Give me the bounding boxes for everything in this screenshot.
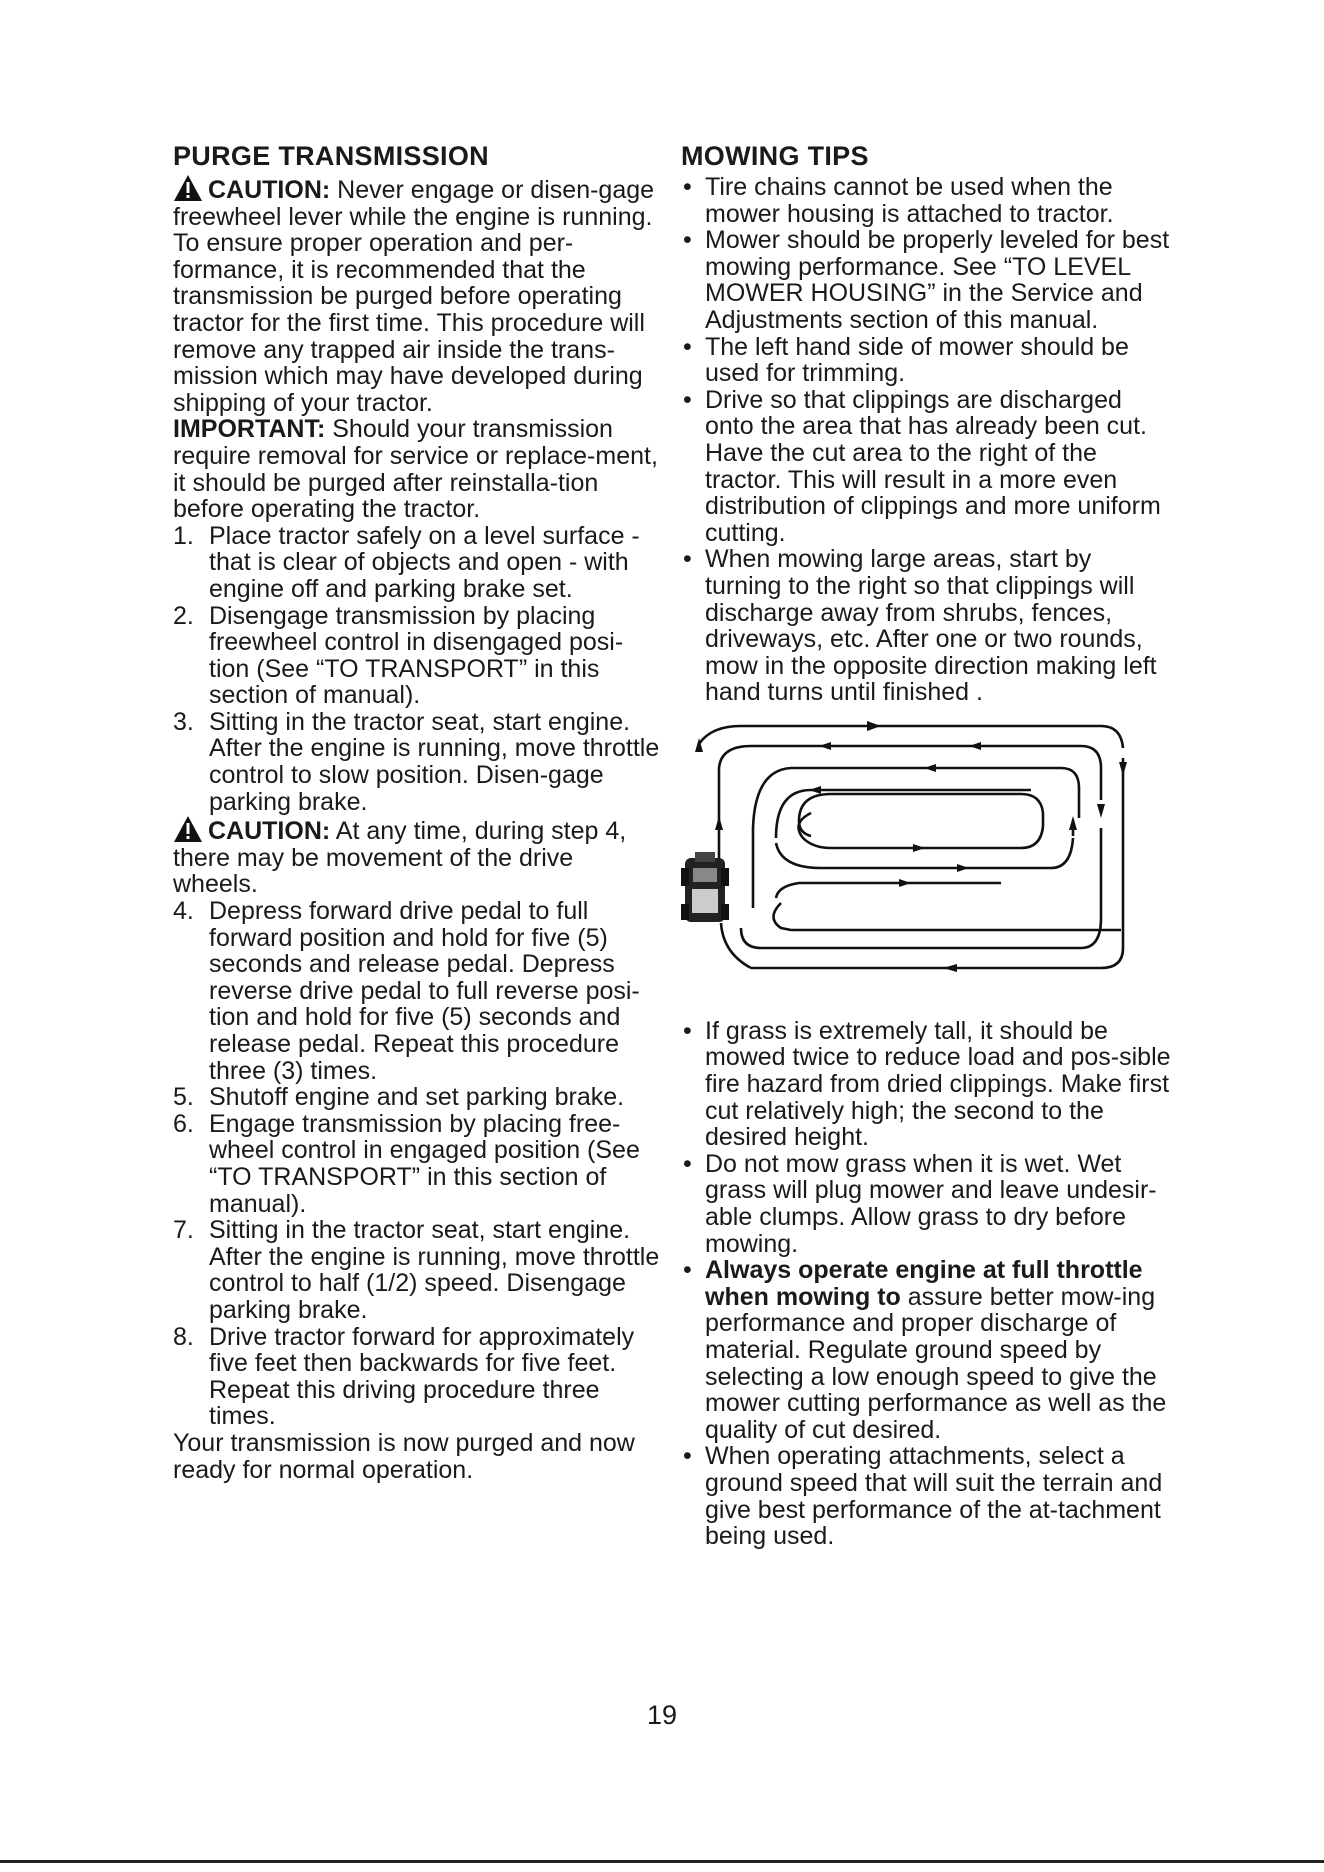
important-text: Should your transmission require removal for service or replace-ment, it should be purged after reinstalla-tion before operating the tractor. [173,415,658,524]
tip-text: Tire chains cannot be used when the mower housing is attached to tractor. [705,173,1114,228]
important-label: IMPORTANT: [173,415,326,444]
tip-item [681,227,1171,333]
page-number: 19 [646,1700,678,1730]
mowing-tips-list-top [681,174,1171,706]
tip-text: Do not mow grass when it is wet. Wet grass will plug mower and leave undesir-able clumps. Allow grass to dry before mowing. [705,1149,1157,1258]
purge-heading: PURGE TRANSMISSION [173,141,489,171]
tip-item [681,1443,1171,1549]
warning-triangle-icon [173,815,207,843]
tip-text: Mower should be properly leveled for best mowing performance. See “TO LEVEL MOWER HOUSING” in the Service and Adjustments section of this manual. [705,226,1170,334]
right-column [681,140,1171,1550]
intro-paragraph: To ensure proper operation and per-formance, it is recommended that the transmission be purged before operating tractor for the first time. This procedure will remove any trapped air inside the trans-mission which may have developed during shipping of your tractor. [173,229,645,417]
tip-text: When operating attachments, select a ground speed that will suit the terrain and give best performance of the at-tachment being used. [705,1442,1163,1551]
caution-text: Never engage or disen-gage freewheel lever while the engine is running. [173,176,655,231]
step-number: 6. [173,1109,194,1138]
mowing-tips-heading: MOWING TIPS [681,141,869,171]
bullet-icon: • [683,545,692,574]
tip-item [681,334,1171,387]
step-item [173,1324,663,1430]
tip-item [681,174,1171,227]
caution-note-2 [173,815,663,898]
step-text: Drive tractor forward for approximately five feet then backwards for five feet. Repeat this driving procedure three times. [209,1322,635,1431]
step-number: 8. [173,1322,194,1351]
closing-paragraph: Your transmission is now purged and now ready for normal operation. [173,1428,635,1484]
bullet-icon: • [683,1016,692,1045]
tip-text: assure better mow-ing performance and proper discharge of material. Regulate ground speed by selecting a low enough speed to give the mower cutting performance as well as the quality of cut desired. [705,1282,1167,1444]
tip-item [681,387,1171,547]
bullet-icon: • [683,1442,692,1471]
tractor-icon [681,852,729,922]
caution-note-1 [173,174,663,230]
bullet-icon: • [683,385,692,414]
tip-item [681,1257,1171,1443]
step-text: Place tractor safely on a level surface - that is clear of objects and open - with engine off and parking brake set. [209,521,640,603]
tip-text: Drive so that clippings are discharged onto the area that has already been cut. Have the cut area to the right of the tractor. This will result in a more even distribution of clippings and more uniform cutting. [705,385,1161,547]
tip-item [681,546,1171,706]
step-item [173,709,663,898]
warning-triangle-icon [173,174,207,202]
caution-label: CAUTION: [208,817,331,846]
bullet-icon: • [683,1149,692,1178]
step-number: 5. [173,1083,194,1112]
mowing-pattern-icon [681,718,1141,1008]
step-text: Sitting in the tractor seat, start engine. After the engine is running, move throttle control to half (1/2) speed. Disengage parking brake. [209,1216,660,1324]
step-text: Sitting in the tractor seat, start engine. After the engine is running, move throttle control to slow position. Disen-gage parking brake. [209,707,660,816]
step-text: Shutoff engine and set parking brake. [209,1083,625,1112]
step-number: 2. [173,601,194,630]
step-number: 4. [173,897,194,926]
step-item [173,523,663,603]
caution-label: CAUTION: [208,176,331,204]
step-item [173,1217,663,1323]
important-note [173,416,663,522]
tip-item [681,1151,1171,1257]
left-column [173,140,663,1483]
step-number: 1. [173,521,194,550]
step-number: 7. [173,1216,194,1245]
step-text: Depress forward drive pedal to full forward position and hold for five (5) seconds and release pedal. Depress reverse drive pedal to full reverse posi-tion and hold for five (5) seconds and release pedal. Repeat this procedure three (3) times. [209,897,640,1085]
tip-text: If grass is extremely tall, it should be mowed twice to reduce load and pos-sible fire hazard from dried clippings. Make first cut relatively high; the second to the desired height. [705,1016,1171,1152]
bullet-icon: • [683,226,692,255]
step-item [173,603,663,709]
caution-text: At any time, during step 4, there may be movement of the drive wheels. [173,817,627,899]
mowing-tips-list-bottom [681,1018,1171,1550]
tip-text: The left hand side of mower should be used for trimming. [705,332,1129,388]
step-item [173,898,663,1084]
tip-item [681,1018,1171,1151]
tip-bold: Always operate engine at full throttle when mowing to [705,1256,1143,1311]
step-item [173,1111,663,1217]
bullet-icon: • [683,173,692,201]
step-item [173,1084,663,1111]
bottom-rule [0,1860,1324,1863]
tip-text: When mowing large areas, start by turning to the right so that clippings will discharge away from shrubs, fences, driveways, etc. After one or two rounds, mow in the opposite direction making left hand turns until finished . [705,545,1157,707]
step-number: 3. [173,707,194,736]
bullet-icon: • [683,1256,692,1285]
step-text: Disengage transmission by placing freewheel control in disengaged posi-tion (See “TO TRANSPORT” in this section of manual). [209,601,624,710]
purge-steps-list [173,523,663,1430]
step-text: Engage transmission by placing free-wheel control in engaged position (See “TO TRANSPORT” in this section of manual). [209,1109,640,1218]
bullet-icon: • [683,332,692,361]
